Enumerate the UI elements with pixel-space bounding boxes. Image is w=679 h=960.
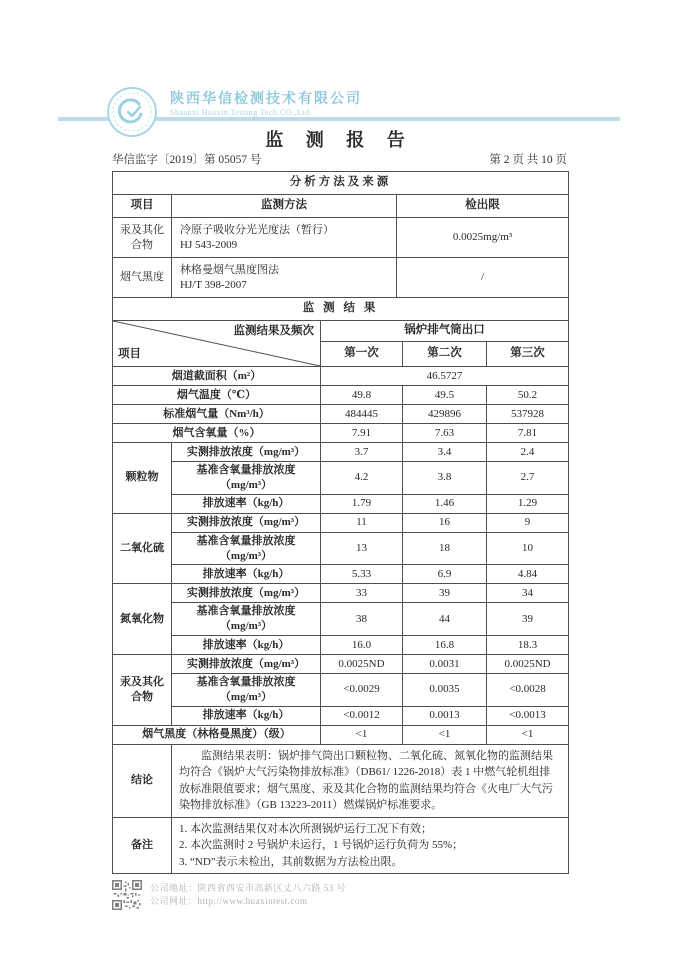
item-cell: 汞及其化合物 bbox=[113, 218, 172, 258]
value-cell: 44 bbox=[403, 603, 487, 636]
value-cell: 13 bbox=[321, 532, 403, 565]
conclusion-text: 监测结果表明：锅炉排气筒出口颗粒物、二氧化硫、氮氧化物的监测结果均符合《锅炉大气污染物排放标准》（DB61/ 1226-2018）表 1 中燃气轮机组排放标准限值要求；烟气黑度、汞及其化合物的监测结果均符合《火电厂大气污染物排放标准》（GB 13223-2011）燃煤锅炉标准要求。 bbox=[179, 749, 553, 812]
value-cell: 10 bbox=[487, 532, 569, 565]
remark-line: 1. 本次监测结果仅对本次所测锅炉运行工况下有效； bbox=[179, 822, 432, 835]
col-header-limit: 检出限 bbox=[397, 195, 569, 218]
param-cell: 排放速率（kg/h） bbox=[172, 565, 321, 584]
company-contact-block bbox=[150, 880, 346, 908]
value-cell: <0.0029 bbox=[321, 674, 403, 707]
param-cell: 烟气含氧量（%） bbox=[113, 424, 321, 443]
outlet-header: 锅炉排气筒出口 bbox=[321, 321, 569, 342]
table-row bbox=[113, 218, 569, 258]
table-row bbox=[113, 462, 569, 495]
value-cell: 5.33 bbox=[321, 565, 403, 584]
run-header-1: 第一次 bbox=[321, 342, 403, 367]
company-name-en: Shaanxi Huaxin Testing Tech.CO.,Ltd bbox=[170, 108, 310, 118]
value-cell: <0.0013 bbox=[487, 706, 569, 725]
value-cell: 2.7 bbox=[487, 462, 569, 495]
param-cell: 实测排放浓度（mg/m³） bbox=[172, 443, 321, 462]
pollutant-group-label: 颗粒物 bbox=[113, 443, 172, 514]
table-row bbox=[113, 405, 569, 424]
table-row bbox=[113, 513, 569, 532]
value-cell: 16.0 bbox=[321, 636, 403, 655]
table-row bbox=[113, 584, 569, 603]
value-cell: 11 bbox=[321, 513, 403, 532]
value-cell: 18.3 bbox=[487, 636, 569, 655]
table-row bbox=[113, 655, 569, 674]
remark-line: 3. “ND”表示未检出，其前数据为方法检出限。 bbox=[179, 855, 403, 868]
value-cell: 7.91 bbox=[321, 424, 403, 443]
method-name: 冷原子吸收分光光度法（暂行） bbox=[180, 223, 334, 236]
limit-cell: / bbox=[397, 258, 569, 298]
value-cell: 49.5 bbox=[403, 386, 487, 405]
value-cell: 46.5727 bbox=[321, 367, 569, 386]
param-cell: 烟气温度（℃） bbox=[113, 386, 321, 405]
table-row bbox=[113, 424, 569, 443]
col-header-item: 项目 bbox=[113, 195, 172, 218]
value-cell: 7.81 bbox=[487, 424, 569, 443]
page-title: 监 测 报 告 bbox=[265, 130, 414, 150]
param-cell: 实测排放浓度（mg/m³） bbox=[172, 513, 321, 532]
page-indicator: 第 2 页 共 10 页 bbox=[489, 154, 567, 166]
diagonal-header-cell bbox=[113, 321, 321, 367]
param-cell: 基准含氧量排放浓度（mg/m³） bbox=[172, 532, 321, 565]
value-cell: <1 bbox=[321, 725, 403, 744]
value-cell: 0.0035 bbox=[403, 674, 487, 707]
remarks-row bbox=[113, 817, 569, 874]
company-name-cn: 陕西华信检测技术有限公司 bbox=[170, 92, 362, 107]
doc-info-row bbox=[112, 151, 567, 167]
monitoring-results-table bbox=[112, 297, 569, 874]
table-row bbox=[113, 565, 569, 584]
value-cell: 0.0025ND bbox=[321, 655, 403, 674]
value-cell: 9 bbox=[487, 513, 569, 532]
param-cell: 实测排放浓度（mg/m³） bbox=[172, 584, 321, 603]
method-cell bbox=[172, 258, 397, 298]
conclusion-label: 结论 bbox=[113, 744, 172, 817]
corner-label-item: 项目 bbox=[118, 348, 141, 361]
results-table-title: 监 测 结 果 bbox=[113, 298, 569, 321]
value-cell: 429896 bbox=[403, 405, 487, 424]
analysis-table-title: 分析方法及来源 bbox=[113, 172, 569, 195]
table-row bbox=[113, 494, 569, 513]
limit-cell: 0.0025mg/m³ bbox=[397, 218, 569, 258]
value-cell: 34 bbox=[487, 584, 569, 603]
param-cell: 排放速率（kg/h） bbox=[172, 636, 321, 655]
page-footer bbox=[112, 880, 568, 910]
value-cell: 49.8 bbox=[321, 386, 403, 405]
pollutant-group-label: 汞及其化合物 bbox=[113, 655, 172, 726]
param-cell: 排放速率（kg/h） bbox=[172, 494, 321, 513]
param-cell: 基准含氧量排放浓度（mg/m³） bbox=[172, 603, 321, 636]
value-cell: 16 bbox=[403, 513, 487, 532]
value-cell: 7.63 bbox=[403, 424, 487, 443]
remark-line: 2. 本次监测时 2 号锅炉未运行，1 号锅炉运行负荷为 55%； bbox=[179, 839, 464, 852]
value-cell: 0.0031 bbox=[403, 655, 487, 674]
corner-label-frequency: 监测结果及频次 bbox=[233, 325, 314, 337]
report-body bbox=[112, 171, 568, 910]
col-header-method: 监测方法 bbox=[172, 195, 397, 218]
table-row bbox=[113, 674, 569, 707]
param-cell: 排放速率（kg/h） bbox=[172, 706, 321, 725]
value-cell: 2.4 bbox=[487, 443, 569, 462]
value-cell: 18 bbox=[403, 532, 487, 565]
value-cell: 0.0013 bbox=[403, 706, 487, 725]
table-row bbox=[113, 603, 569, 636]
conclusion-text-cell bbox=[172, 744, 569, 817]
table-row bbox=[113, 725, 569, 744]
param-cell: 烟道截面积（m²） bbox=[113, 367, 321, 386]
value-cell: 16.8 bbox=[403, 636, 487, 655]
table-row bbox=[113, 386, 569, 405]
value-cell: 3.8 bbox=[403, 462, 487, 495]
param-cell: 基准含氧量排放浓度（mg/m³） bbox=[172, 674, 321, 707]
value-cell: 484445 bbox=[321, 405, 403, 424]
company-name-block bbox=[170, 92, 362, 118]
table-header-row bbox=[113, 321, 569, 342]
conclusion-row bbox=[113, 744, 569, 817]
run-header-2: 第二次 bbox=[403, 342, 487, 367]
table-row bbox=[113, 298, 569, 321]
param-cell: 基准含氧量排放浓度（mg/m³） bbox=[172, 462, 321, 495]
value-cell: 1.29 bbox=[487, 494, 569, 513]
remarks-label: 备注 bbox=[113, 817, 172, 874]
value-cell: <1 bbox=[487, 725, 569, 744]
company-website: 公司网址：http://www.huaxintest.com bbox=[150, 896, 308, 907]
table-row bbox=[113, 367, 569, 386]
analysis-methods-table bbox=[112, 171, 569, 298]
value-cell: 3.4 bbox=[403, 443, 487, 462]
method-cell bbox=[172, 218, 397, 258]
param-cell: 实测排放浓度（mg/m³） bbox=[172, 655, 321, 674]
value-cell: 3.7 bbox=[321, 443, 403, 462]
value-cell: 4.84 bbox=[487, 565, 569, 584]
value-cell: 1.79 bbox=[321, 494, 403, 513]
value-cell: 50.2 bbox=[487, 386, 569, 405]
value-cell: 1.46 bbox=[403, 494, 487, 513]
table-row bbox=[113, 443, 569, 462]
method-standard: HJ/T 398-2007 bbox=[180, 278, 247, 291]
run-header-3: 第三次 bbox=[487, 342, 569, 367]
value-cell: <0.0012 bbox=[321, 706, 403, 725]
param-cell: 烟气黑度（林格曼黑度）（级） bbox=[113, 725, 321, 744]
table-header-row bbox=[113, 195, 569, 218]
value-cell: 39 bbox=[487, 603, 569, 636]
method-name: 林格曼烟气黑度图法 bbox=[180, 263, 279, 276]
value-cell: 39 bbox=[403, 584, 487, 603]
table-row bbox=[113, 636, 569, 655]
qr-code bbox=[112, 880, 142, 910]
value-cell: 537928 bbox=[487, 405, 569, 424]
value-cell: 4.2 bbox=[321, 462, 403, 495]
pollutant-group-label: 氮氧化物 bbox=[113, 584, 172, 655]
value-cell: 0.0025ND bbox=[487, 655, 569, 674]
doc-number: 华信监字〔2019〕第 05057 号 bbox=[112, 154, 262, 166]
table-row bbox=[113, 172, 569, 195]
table-row bbox=[113, 258, 569, 298]
value-cell: 6.9 bbox=[403, 565, 487, 584]
table-row bbox=[113, 706, 569, 725]
value-cell: <1 bbox=[403, 725, 487, 744]
value-cell: 38 bbox=[321, 603, 403, 636]
method-standard: HJ 543-2009 bbox=[180, 238, 238, 251]
table-row bbox=[113, 532, 569, 565]
company-address: 公司地址：陕西省西安市高新区丈八六路 53 号 bbox=[150, 883, 347, 894]
value-cell: 33 bbox=[321, 584, 403, 603]
param-cell: 标准烟气量（Nm³/h） bbox=[113, 405, 321, 424]
item-cell: 烟气黑度 bbox=[113, 258, 172, 298]
remarks-text-cell bbox=[172, 817, 569, 874]
value-cell: <0.0028 bbox=[487, 674, 569, 707]
pollutant-group-label: 二氧化硫 bbox=[113, 513, 172, 584]
